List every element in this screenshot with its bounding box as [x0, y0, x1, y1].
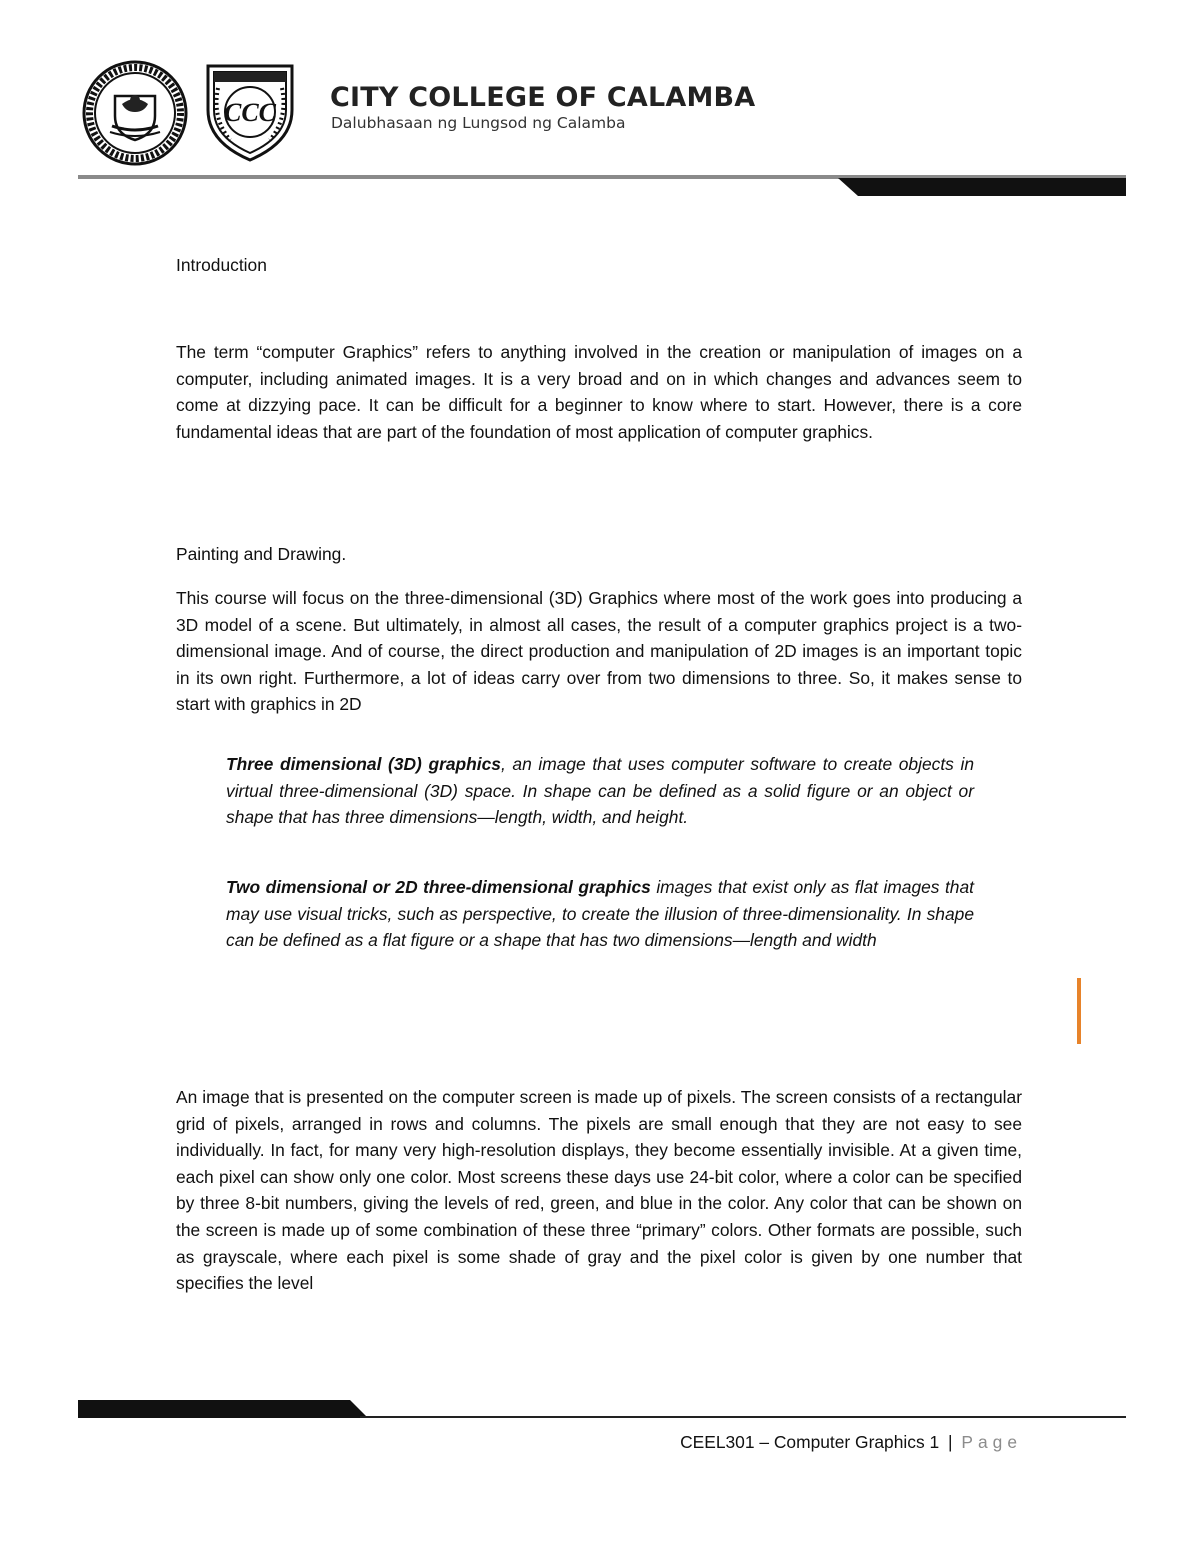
paragraph-painting-drawing: This course will focus on the three-dimensional (3D) Graphics where most of the work goes into producing a 3D model of a scene. But ultimately, in almost all cases, the result of a computer graphics project is a two-dimensional image. And of course, the direct production and manipulation of 2D images is an important topic in its own right. Furthermore, a lot of ideas carry over from two dimensions to three. So, it makes sense to start with graphics in 2D: [176, 588, 1022, 715]
definition-2d-text: images that exist only as flat images that may use visual tricks, such as perspective, to create the illusion of three-dimensionality. In shape can be defined as a flat figure or a shape that has two dimensions—length and width: [226, 877, 974, 951]
footer-page-label: Page: [961, 1432, 1022, 1452]
footer-separator: |: [948, 1432, 953, 1452]
footer-course: CEEL301 – Computer Graphics: [680, 1432, 925, 1452]
footer-wedge: [78, 1400, 368, 1420]
college-name: CITY COLLEGE OF CALAMBA: [330, 82, 756, 113]
definition-3d-graphics: [226, 751, 974, 831]
definition-2d-graphics: [226, 874, 974, 954]
footer-page-info: [680, 1432, 1022, 1453]
college-crest-logo: [200, 58, 300, 162]
heading-introduction: Introduction: [176, 255, 267, 275]
definition-3d-term: Three dimensional (3D) graphics: [226, 754, 501, 774]
text-cursor-marker: [1077, 978, 1081, 1044]
header-wedge: [838, 178, 1126, 196]
college-subtitle: Dalubhasaan ng Lungsod ng Calamba: [331, 114, 626, 132]
definition-2d-term: Two dimensional or 2D three-dimensional graphics: [226, 877, 651, 897]
city-seal-logo: [82, 60, 188, 166]
paragraph-introduction: The term “computer Graphics” refers to anything involved in the creation or manipulation of images on a computer, including animated images. It is a very broad and on in which changes and advances seem to come at dizzying pace. It can be difficult for a beginner to know where to start. However, there is a core fundamental ideas that are part of the foundation of most application of computer graphics.: [176, 342, 1022, 442]
paragraph-pixels: An image that is presented on the computer screen is made up of pixels. The screen consists of a rectangular grid of pixels, arranged in rows and columns. The pixels are small enough that they are not easy to see individually. In fact, for many very high-resolution displays, they become essentially invisible. At a given time, each pixel can show only one color. Most screens these days use 24-bit color, where a color can be specified by three 8-bit numbers, giving the levels of red, green, and blue in the color. Any color that can be shown on the screen is made up of some combination of these three “primary” colors. Other formats are possible, such as grayscale, where each pixel is some shade of gray and the pixel color is given by one number that specifies the level: [176, 1087, 1022, 1294]
footer-rule: [360, 1416, 1126, 1418]
footer-page-number: 1: [929, 1432, 940, 1452]
definition-3d-text: , an image that uses computer software to create objects in virtual three-dimensional (3D) space. In shape can be defined as a solid figure or an object or shape that has three dimensions—length, width, and height.: [226, 754, 974, 828]
crest-monogram: CCC: [223, 98, 277, 127]
heading-painting-drawing: Painting and Drawing.: [176, 544, 347, 564]
